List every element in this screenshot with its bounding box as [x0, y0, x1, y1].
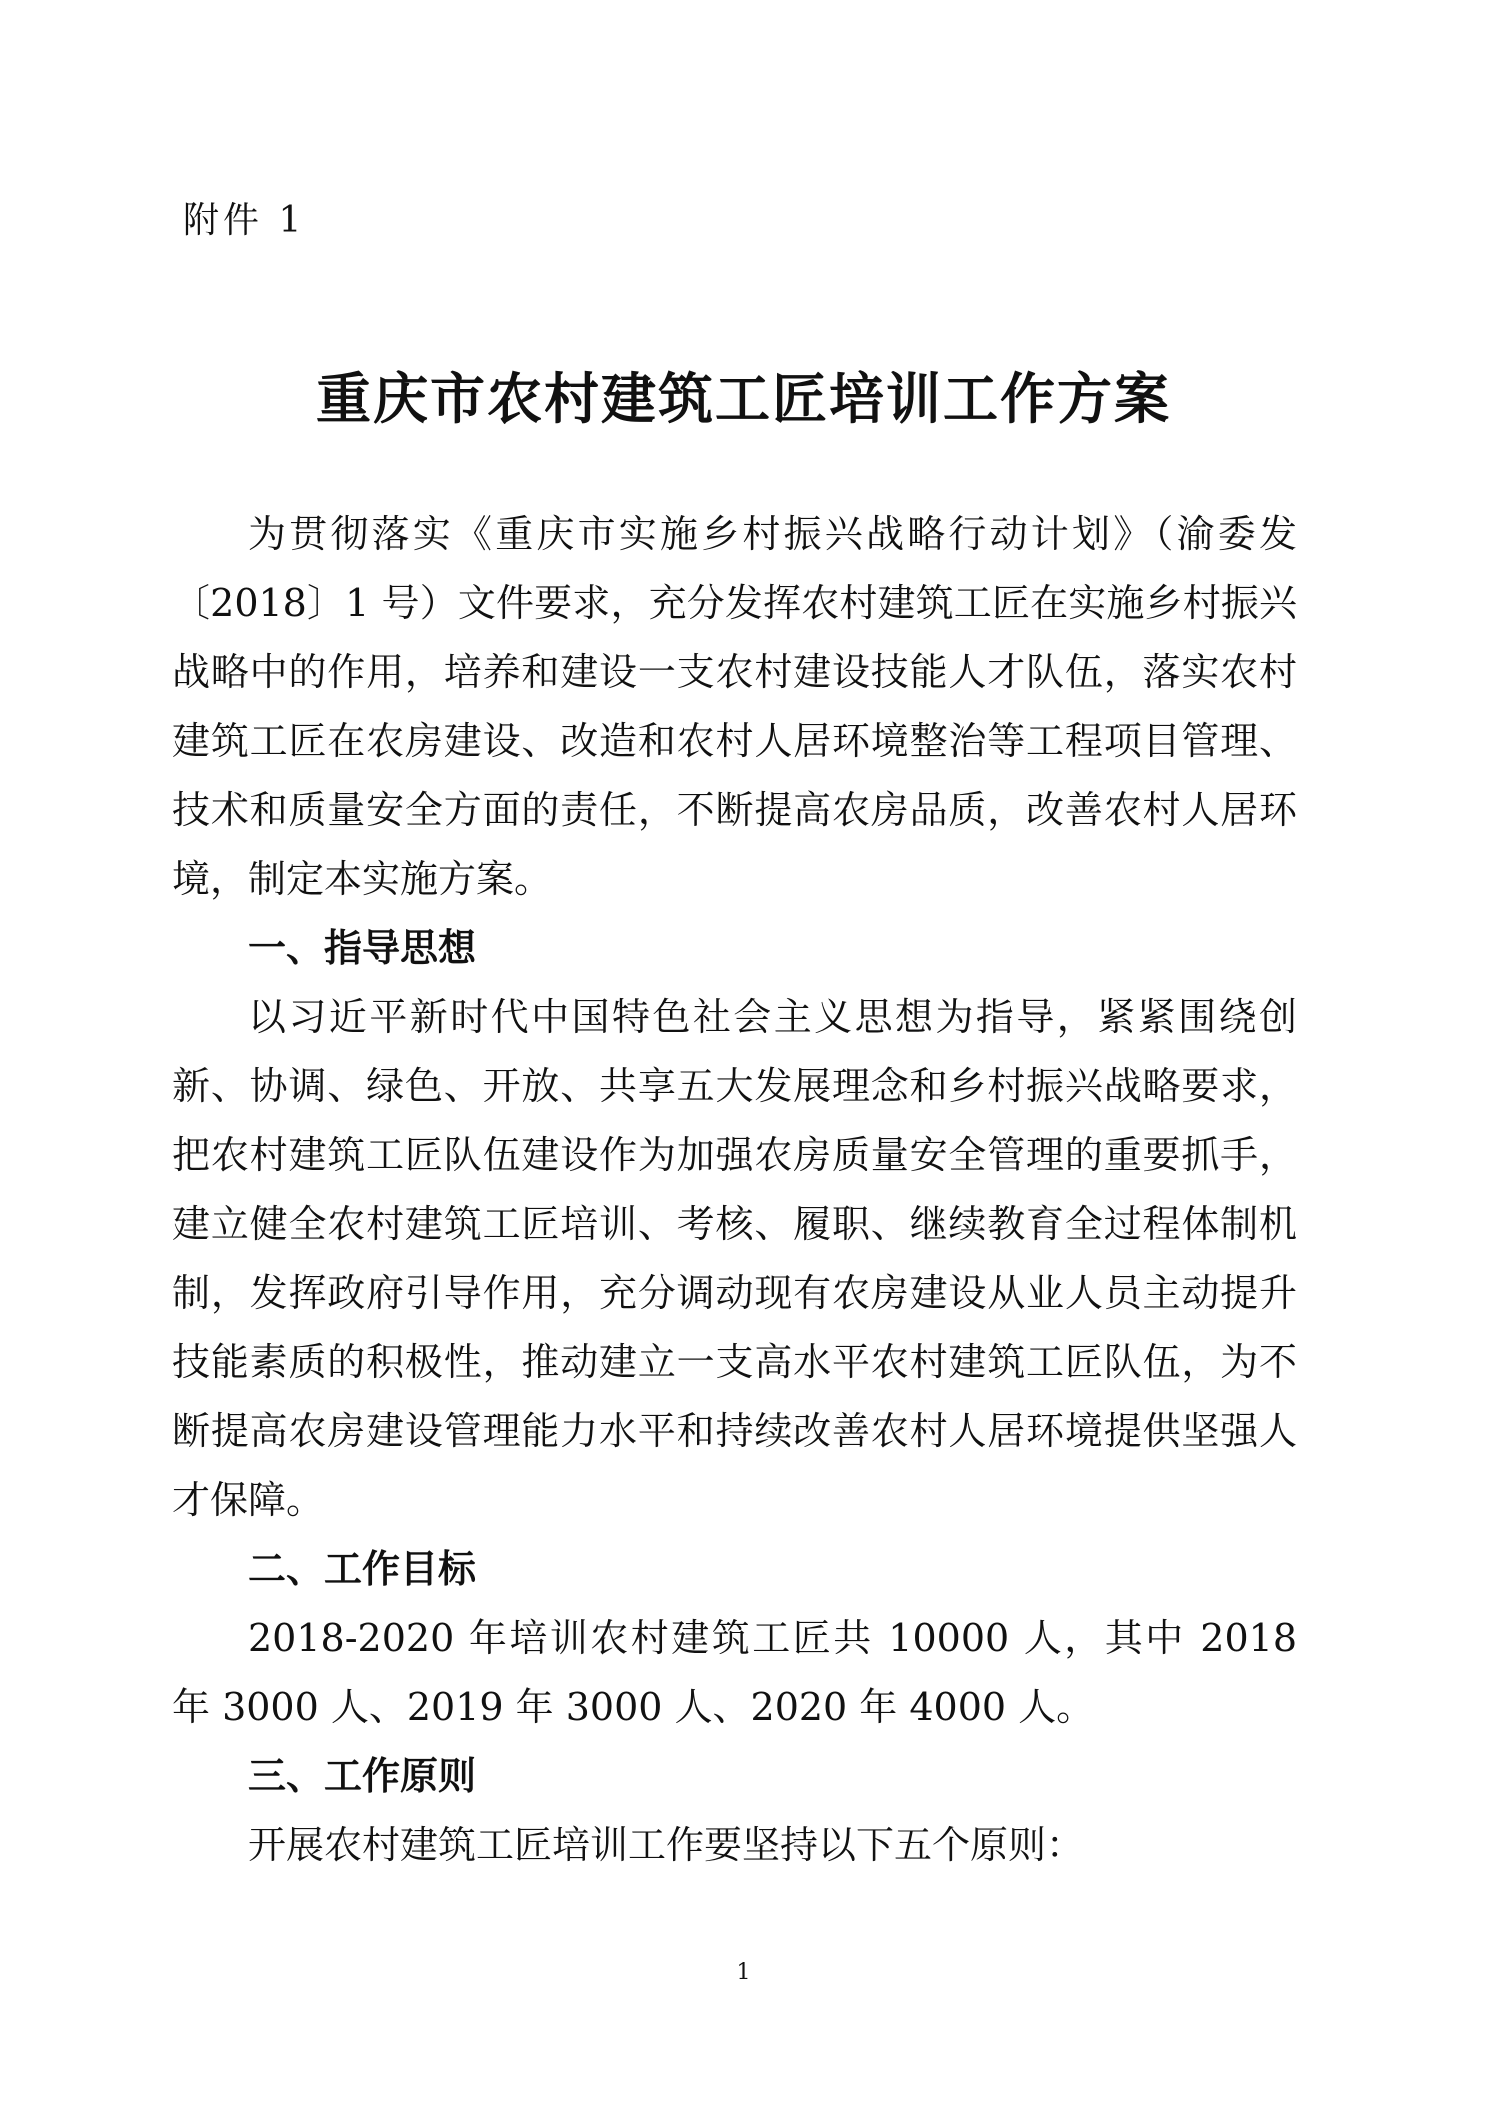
- document-body: [172, 500, 1297, 1880]
- section-paragraph-work-goals: 2018-2020 年培训农村建筑工匠共 10000 人，其中 2018 年 3000 人、2019 年 3000 人、2020 年 4000 人。: [172, 1616, 1297, 1729]
- intro-paragraph: 为贯彻落实《重庆市实施乡村振兴战略行动计划》（渝委发〔2018〕1 号）文件要求，充分发挥农村建筑工匠在实施乡村振兴战略中的作用，培养和建设一支农村建设技能人才队伍，落实农村建筑工匠在农房建设、改造和农村人居环境整治等工程项目管理、技术和质量安全方面的责任，不断提高农房品质，改善农村人居环境，制定本实施方案。: [172, 512, 1297, 901]
- section-paragraph-work-principles: 开展农村建筑工匠培训工作要坚持以下五个原则：: [248, 1823, 1085, 1867]
- section-paragraph-guiding-ideology: 以习近平新时代中国特色社会主义思想为指导，紧紧围绕创新、协调、绿色、开放、共享五大发展理念和乡村振兴战略要求，把农村建筑工匠队伍建设作为加强农房质量安全管理的重要抓手，建立健全农村建筑工匠培训、考核、履职、继续教育全过程体制机制，发挥政府引导作用，充分调动现有农房建设从业人员主动提升技能素质的积极性，推动建立一支高水平农村建筑工匠队伍，为不断提高农房建设管理能力水平和持续改善农村人居环境提供坚强人才保障。: [172, 995, 1297, 1522]
- section-heading-work-goals: 二、工作目标: [248, 1547, 477, 1591]
- document-title: 重庆市农村建筑工匠培训工作方案: [315, 367, 1171, 431]
- section-heading-guiding-ideology: 一、指导思想: [248, 926, 477, 970]
- page-number: 1: [736, 1960, 751, 1985]
- attachment-label: 附件 1: [183, 200, 306, 241]
- section-heading-work-principles: 三、工作原则: [248, 1754, 477, 1798]
